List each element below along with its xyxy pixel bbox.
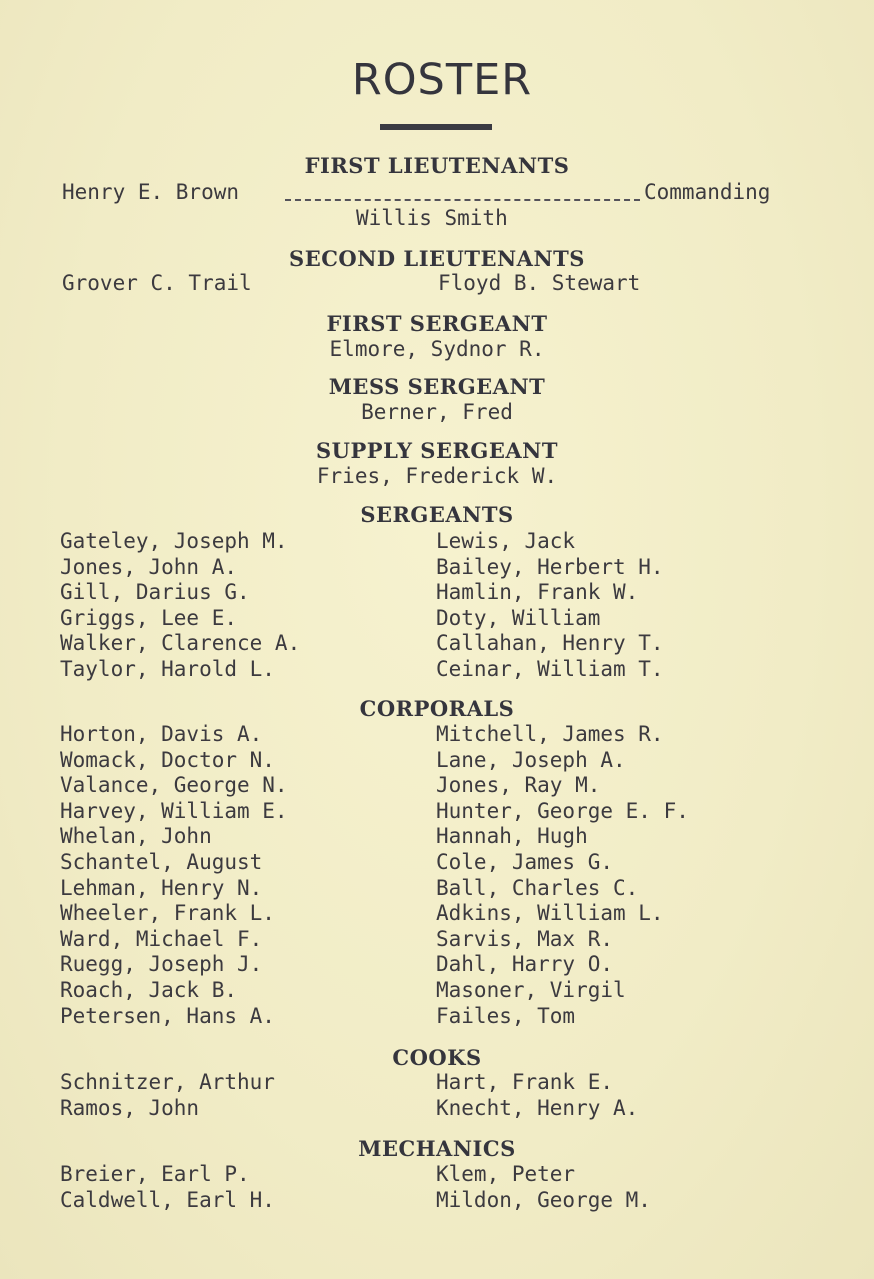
list-item: Bailey, Herbert H. [436,554,664,579]
leader-dashes [285,199,640,201]
second-lieutenant-left: Grover C. Trail [62,271,252,295]
list-item: Schnitzer, Arthur [60,1070,275,1094]
list-item: Gill, Darius G. [60,580,250,605]
list-item: Masoner, Virgil [436,977,626,1002]
list-item: Whelan, John [60,824,212,849]
corporals-heading: CORPORALS [359,696,515,721]
second-lieutenants-heading: SECOND LIEUTENANTS [289,246,585,271]
list-item: Jones, Ray M. [436,773,601,798]
list-item: Failes, Tom [436,1003,576,1028]
list-item: Womack, Doctor N. [60,747,275,772]
list-item: Lane, Joseph A. [436,747,626,772]
list-item: Valance, George N. [60,773,288,798]
list-item: Adkins, William L. [436,901,664,926]
list-item: Gateley, Joseph M. [60,529,288,553]
second-lieutenant-right: Floyd B. Stewart [438,271,641,295]
list-item: Breier, Earl P. [60,1162,250,1186]
list-item: Hart, Frank E. [436,1070,614,1094]
list-item: Ward, Michael F. [60,926,263,951]
list-item: Schantel, August [60,849,263,874]
list-item: Dahl, Harry O. [436,952,614,977]
list-item: Ramos, John [60,1095,200,1120]
first-lieutenants-heading: FIRST LIEUTENANTS [304,153,570,178]
mess-sergeant-heading: MESS SERGEANT [328,374,546,399]
list-item: Cole, James G. [436,849,614,874]
list-item: Hamlin, Frank W. [436,580,639,605]
page-title: ROSTER [351,55,533,105]
list-item: Hunter, George E. F. [436,798,689,823]
list-item: Walker, Clarence A. [60,631,301,656]
sergeants-right-column [436,529,664,683]
mechanics-right-column [436,1162,651,1213]
cooks-right-column [436,1070,638,1121]
mechanics-left-column [60,1162,275,1213]
list-item: Mildon, George M. [436,1187,651,1212]
list-item: Doty, William [436,605,601,630]
list-item: Harvey, William E. [60,798,288,823]
first-sergeant-name: Elmore, Sydnor R. [329,337,545,361]
list-item: Ceinar, William T. [436,656,664,681]
list-item: Lehman, Henry N. [60,875,263,900]
corporals-left-column [60,722,288,1029]
lieutenant-name: Willis Smith [356,206,508,230]
list-item: Jones, John A. [60,554,238,579]
list-item: Horton, Davis A. [60,722,263,746]
list-item: Ruegg, Joseph J. [60,952,263,977]
cooks-heading: COOKS [392,1045,482,1070]
sergeants-heading: SERGEANTS [360,502,514,527]
list-item: Sarvis, Max R. [436,926,614,951]
list-item: Petersen, Hans A. [60,1003,275,1028]
mess-sergeant-name: Berner, Fred [361,400,513,424]
first-sergeant-heading: FIRST SERGEANT [326,311,548,336]
list-item: Lewis, Jack [436,529,576,553]
list-item: Taylor, Harold L. [60,656,275,681]
list-item: Griggs, Lee E. [60,605,238,630]
corporals-right-column [436,722,689,1029]
list-item: Roach, Jack B. [60,977,238,1002]
list-item: Callahan, Henry T. [436,631,664,656]
list-item: Ball, Charles C. [436,875,639,900]
supply-sergeant-heading: SUPPLY SERGEANT [316,438,558,463]
cooks-left-column [60,1070,275,1121]
commander-name: Henry E. Brown [62,180,240,204]
list-item: Knecht, Henry A. [436,1095,639,1120]
title-rule [380,124,492,130]
list-item: Hannah, Hugh [436,824,588,849]
list-item: Caldwell, Earl H. [60,1187,275,1212]
mechanics-heading: MECHANICS [358,1136,516,1161]
list-item: Klem, Peter [436,1162,576,1186]
list-item: Wheeler, Frank L. [60,901,275,926]
list-item: Mitchell, James R. [436,722,664,746]
supply-sergeant-name: Fries, Frederick W. [316,464,558,488]
commander-role: Commanding [644,180,771,204]
sergeants-left-column [60,529,300,683]
